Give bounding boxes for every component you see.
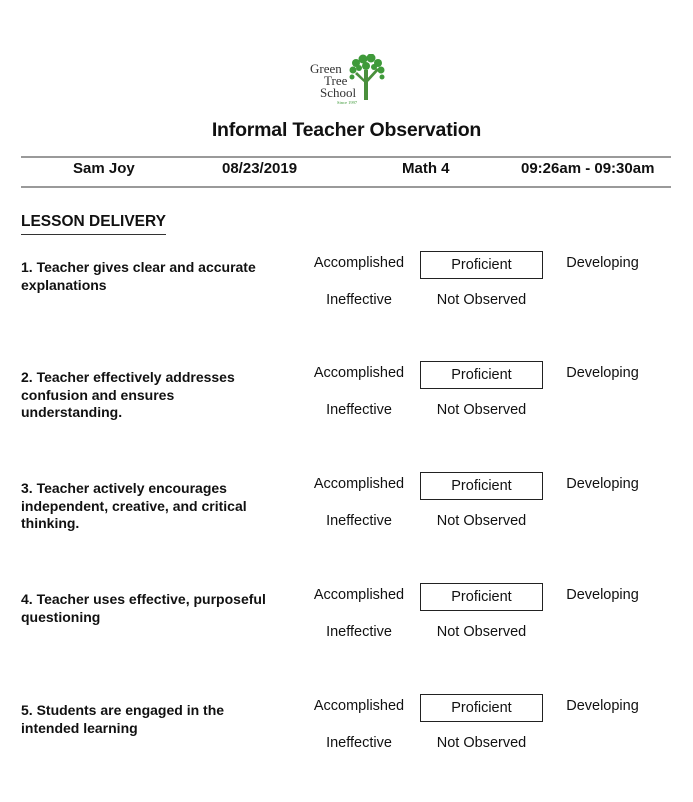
rubric-item [0,587,693,691]
rating-proficient[interactable]: Proficient [420,694,543,722]
teacher-name: Sam Joy [73,160,135,177]
class-subject: Math 4 [402,160,450,177]
logo-word-3: School [320,85,357,100]
criterion-text: 2. Teacher effectively addresses confusion and ensures understanding. [21,369,235,420]
rating-developing[interactable]: Developing [566,698,639,714]
rating-proficient[interactable]: Proficient [420,251,543,279]
rating-not-observed[interactable]: Not Observed [436,735,527,751]
criterion-text: 5. Students are engaged in the intended learning [21,702,225,736]
rating-accomplished[interactable]: Accomplished [313,587,405,603]
logo-since: Since 1997 [337,100,358,105]
observation-time: 09:26am - 09:30am [521,160,655,177]
rating-not-observed[interactable]: Not Observed [436,402,527,418]
rating-ineffective[interactable]: Ineffective [326,624,392,640]
rating-proficient[interactable]: Proficient [420,472,543,500]
school-logo [308,54,388,106]
rating-ineffective[interactable]: Ineffective [326,513,392,529]
rating-developing[interactable]: Developing [566,476,639,492]
rating-developing[interactable]: Developing [566,587,639,603]
logo-word-2: Tree [324,73,348,88]
rating-accomplished[interactable]: Accomplished [313,255,405,271]
rating-proficient[interactable]: Proficient [420,361,543,389]
rating-not-observed[interactable]: Not Observed [436,513,527,529]
header-top-divider [21,156,671,158]
rubric-item [0,365,693,469]
rubric-item [0,255,693,359]
rating-proficient[interactable]: Proficient [420,583,543,611]
rating-developing[interactable]: Developing [566,255,639,271]
page-title: Informal Teacher Observation [211,119,482,141]
rubric-item [0,698,693,802]
rating-accomplished[interactable]: Accomplished [313,698,405,714]
rating-not-observed[interactable]: Not Observed [436,292,527,308]
criterion-text: 4. Teacher uses effective, purposeful questioning [21,591,266,625]
criterion-text: 1. Teacher gives clear and accurate explanations [21,259,256,293]
logo-word-1: Green [310,61,342,76]
criterion-text: 3. Teacher actively encourages independent, creative, and critical thinking. [21,480,247,531]
rating-ineffective[interactable]: Ineffective [326,292,392,308]
rating-accomplished[interactable]: Accomplished [313,476,405,492]
rubric-item [0,476,693,580]
rating-not-observed[interactable]: Not Observed [436,624,527,640]
rating-ineffective[interactable]: Ineffective [326,735,392,751]
rating-ineffective[interactable]: Ineffective [326,402,392,418]
rating-developing[interactable]: Developing [566,365,639,381]
section-heading: LESSON DELIVERY [21,213,166,235]
rating-accomplished[interactable]: Accomplished [313,365,405,381]
observation-date: 08/23/2019 [222,160,298,177]
header-bottom-divider [21,186,671,188]
